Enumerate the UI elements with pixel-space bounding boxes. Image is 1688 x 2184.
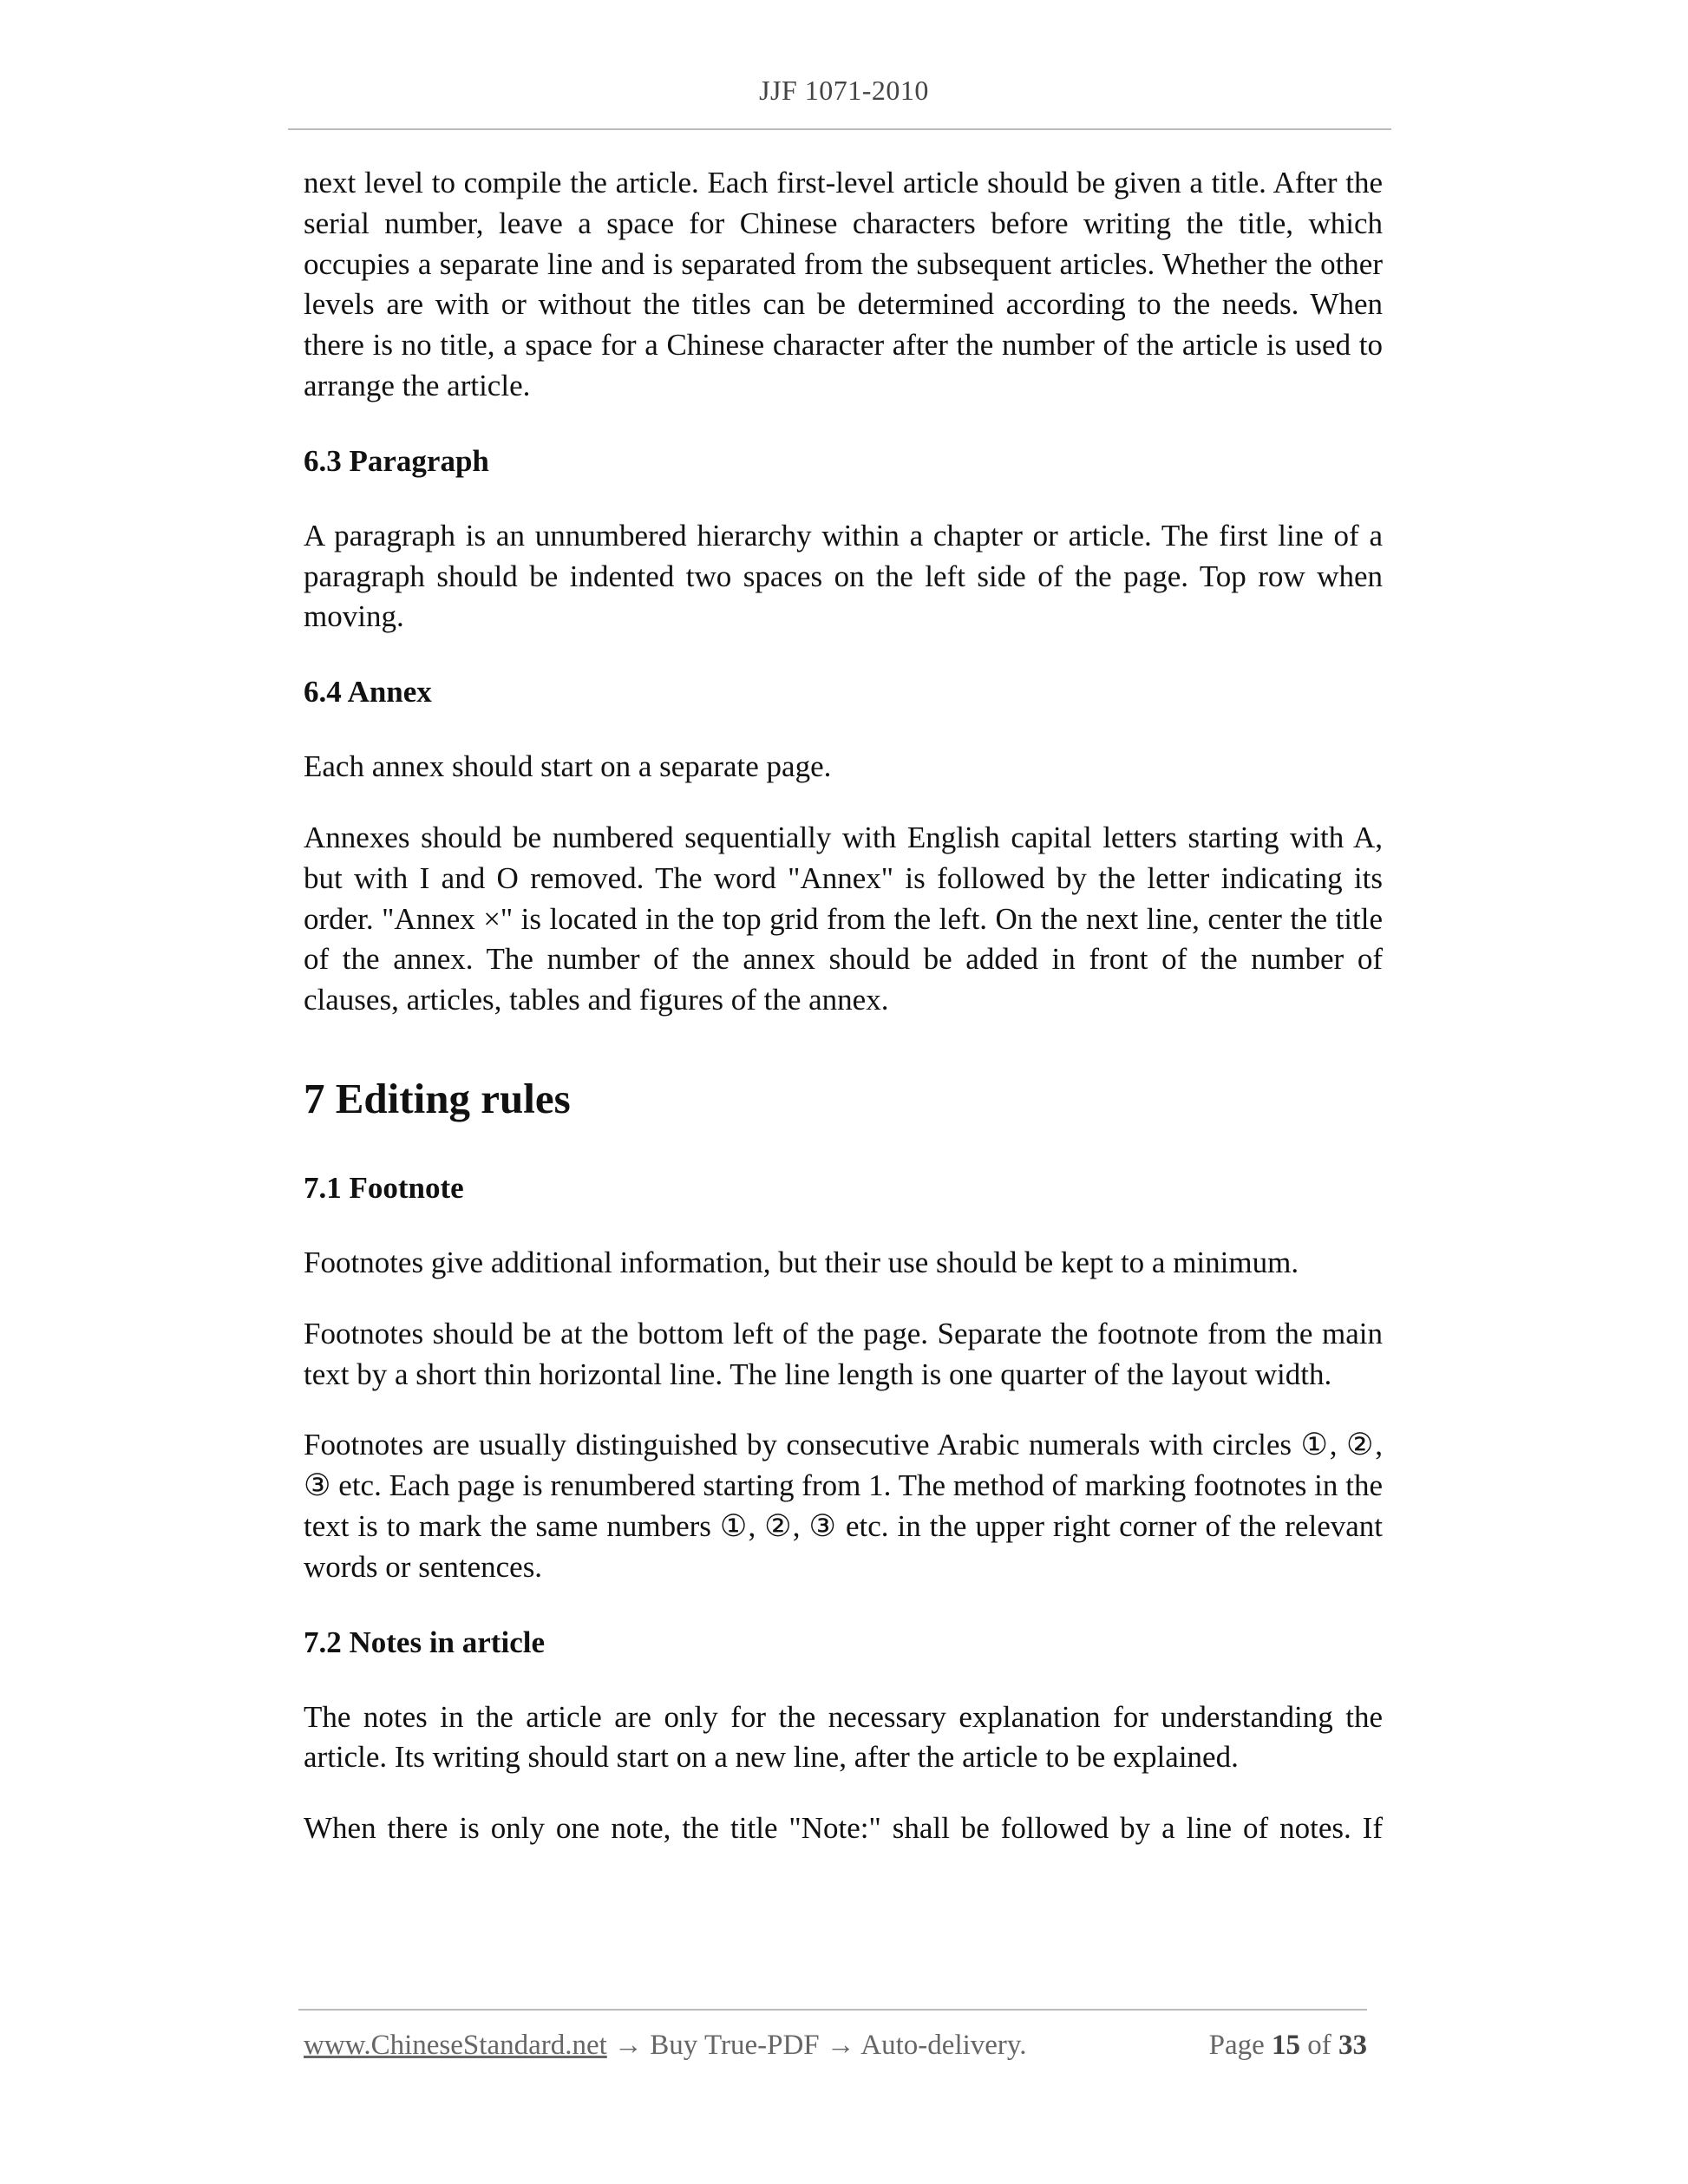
footer-divider [298, 2009, 1367, 2011]
heading-7-2: 7.2 Notes in article [304, 1625, 545, 1659]
paragraph-7-1-2: Footnotes should be at the bottom left of the page. Separate the footnote from the main text by a short thin horizontal line. The line length is one quarter of the layout width. [304, 1316, 1383, 1391]
page-word: Page [1208, 2030, 1265, 2061]
total-pages-number: 33 [1338, 2030, 1367, 2061]
page-content [304, 163, 1383, 1849]
of-word: of [1307, 2030, 1331, 2061]
heading-7: 7 Editing rules [304, 1074, 571, 1122]
heading-6-4: 6.4 Annex [304, 675, 432, 709]
page-header-standard-code: JJF 1071-2010 [759, 75, 929, 106]
heading-7-1: 7.1 Footnote [304, 1170, 464, 1205]
paragraph-7-1-1: Footnotes give additional information, but their use should be kept to a minimum. [304, 1245, 1299, 1279]
paragraph-6-4-1: Each annex should start on a separate page. [304, 749, 832, 784]
site-link[interactable]: www.ChineseStandard.net [304, 2030, 607, 2061]
heading-6-3: 6.3 Paragraph [304, 443, 489, 478]
paragraph-7-2-2: When there is only one note, the title "Note:" shall be followed by a line of notes. If [304, 1811, 1383, 1846]
footer-promo-line [304, 2030, 1027, 2062]
paragraph-6-4-2: Annexes should be numbered sequentially with English capital letters starting with A, but with I and O removed. The word "Annex" is followed by the letter indicating its order. "Annex ×" is located in the top grid from the left. On the next line, center the title of the annex. The number of the annex should be added in front of the number of clauses, articles, tables and figures of the annex. [304, 820, 1383, 1017]
page-footer [304, 2030, 1367, 2062]
page-indicator [1209, 2030, 1367, 2062]
paragraph-6-3-1: A paragraph is an unnumbered hierarchy within a chapter or article. The first line of a paragraph should be indented two spaces on the left side of the page. Top row when moving. [304, 518, 1383, 634]
footer-promo-text: → Buy True-PDF → Auto-delivery. [606, 2030, 1027, 2061]
current-page-number: 15 [1272, 2030, 1300, 2061]
header-divider [288, 128, 1391, 130]
paragraph-7-1-3: Footnotes are usually distinguished by consecutive Arabic numerals with circles ①, ②, ③ etc. Each page is renumbered starting from 1. The method of marking footnotes in the text is to mark the same numbers ①, ②, ③ etc. in the upper right corner of the relevant words or sentences. [304, 1428, 1383, 1584]
intro-paragraph: next level to compile the article. Each first-level article should be given a title. After the serial number, leave a space for Chinese characters before writing the title, which occupies a separate line and is separated from the subsequent articles. Whether the other levels are with or without the titles can be determined according to the needs. When there is no title, a space for a Chinese character after the number of the article is used to arrange the article. [304, 166, 1383, 402]
paragraph-7-2-1: The notes in the article are only for the necessary explanation for understanding the article. Its writing should start on a new line, after the article to be explained. [304, 1699, 1383, 1775]
